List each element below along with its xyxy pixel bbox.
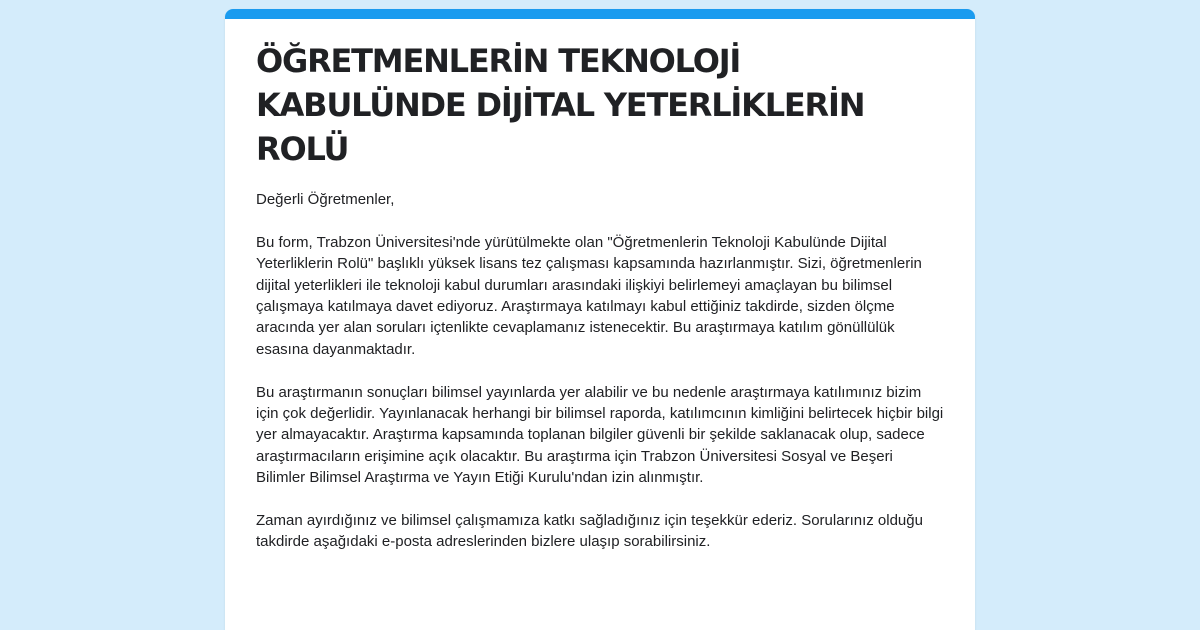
form-header-card: [225, 9, 975, 630]
form-title: ÖĞRETMENLERİN TEKNOLOJİ KABULÜNDE DİJİTAL YETERLİKLERİN ROLÜ: [256, 42, 865, 168]
description-paragraph-3: Zaman ayırdığınız ve bilimsel çalışmamıza katkı sağladığınız için teşekkür ederiz. Sorularınız olduğu takdirde aşağıdaki e-posta adreslerinden bizlere ulaşıp sorabilirsiniz.: [256, 512, 923, 551]
description-paragraph-2: Bu araştırmanın sonuçları bilimsel yayınlarda yer alabilir ve bu nedenle araştırmaya katılımınız bizim için çok değerlidir. Yayınlanacak herhangi bir bilimsel raporda, katılımcının kimliğini belirtecek hiçbir bilgi yer almayacaktır. Araştırma kapsamında toplanan bilgiler güvenli bir şekilde saklanacak olup, sadece araştırmacıların erişimine açık olacaktır. Bu araştırma için Trabzon Üniversitesi Sosyal ve Beşeri Bilimler Bilimsel Araştırma ve Yayın Etiği Kurulu'ndan izin alınmıştır.: [256, 383, 944, 487]
form-header-content: [256, 39, 946, 574]
form-description: [256, 189, 946, 553]
card-accent-bar: [225, 9, 975, 19]
description-paragraph-1: Bu form, Trabzon Üniversitesi'nde yürütülmekte olan "Öğretmenlerin Teknoloji Kabulünde Dijital Yeterliklerin Rolü" başlıklı yüksek lisans tez çalışması kapsamında hazırlanmıştır. Sizi, öğretmenlerin dijital yeterlikleri ile teknoloji kabul durumları arasındaki ilişkiyi belirlemeyi amaçlayan bu bilimsel çalışmaya katılmaya davet ediyoruz. Araştırmaya katılmayı kabul ettiğiniz takdirde, sizden ölçme aracında yer alan soruları içtenlikte cevaplamanız istenecektir. Bu araştırmaya katılım gönüllülük esasına dayanmaktadır.: [256, 233, 922, 358]
description-greeting: Değerli Öğretmenler,: [256, 191, 395, 208]
